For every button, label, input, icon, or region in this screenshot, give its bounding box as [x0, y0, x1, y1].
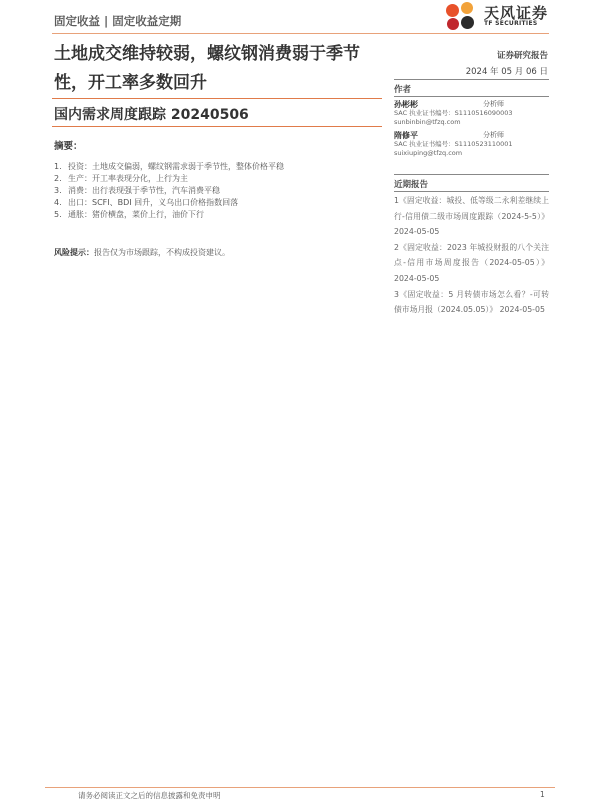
summary-item-text: 消费：出行表现强于季节性，汽车消费平稳: [68, 186, 220, 195]
header-divider: [52, 33, 549, 34]
recent-report-link[interactable]: 2《固定收益：2023 年城投财报的八个关注点-信用市场周度报告（2024-05-05）》 2024-05-05: [394, 242, 549, 283]
recent-divider: [394, 191, 549, 192]
subtitle-divider: [52, 126, 382, 127]
authors-divider: [394, 96, 549, 97]
summary-item: [54, 173, 374, 185]
summary-item: [54, 185, 374, 197]
report-subtitle: 国内需求周度跟踪 20240506: [54, 107, 249, 123]
logo-mark-icon: [444, 2, 478, 32]
analyst-role: 分析师: [483, 100, 504, 108]
summary-label: 摘要：: [54, 141, 83, 152]
recent-top-divider: [394, 174, 549, 175]
risk-text: 报告仅为市场跟踪，不构成投资建议。: [94, 248, 230, 257]
authors-top-divider: [394, 79, 549, 80]
summary-item-number: 5.: [54, 210, 62, 219]
summary-item-number: 2.: [54, 174, 62, 183]
analyst-card: [394, 131, 554, 158]
recent-reports-list: [394, 193, 549, 318]
analyst-name: 隋修平: [394, 131, 418, 140]
logo-name-cn: 天风证券: [484, 4, 549, 22]
logo-name-en: TF SECURITIES: [484, 20, 538, 27]
summary-item: [54, 197, 374, 209]
analyst-name: 孙彬彬: [394, 100, 418, 109]
authors-label: 作者: [394, 85, 412, 95]
report-date: 2024 年 05 月 06 日: [465, 67, 548, 77]
summary-item: [54, 209, 374, 221]
analyst-email[interactable]: suixiuping@tfzq.com: [394, 149, 463, 157]
analyst-email[interactable]: sunbinbin@tfzq.com: [394, 118, 461, 126]
recent-reports-label: 近期报告: [394, 180, 429, 190]
recent-report-link[interactable]: 3《固定收益：5 月转债市场怎么看？-可转债市场月报（2024.05.05）》 2024-05-05: [394, 289, 549, 315]
summary-item-number: 4.: [54, 198, 62, 207]
title-divider: [52, 98, 382, 99]
summary-item-text: 生产：开工率表现分化，上行为主: [68, 174, 188, 183]
summary-item-number: 1.: [54, 162, 62, 171]
analyst-cert: SAC 执业证书编号：S1110516090003: [394, 109, 513, 117]
summary-item-number: 3.: [54, 186, 62, 195]
summary-item-text: 通胀：猪价横盘，菜价上行，油价下行: [68, 210, 204, 219]
footer-divider: [45, 787, 555, 788]
analyst-card: [394, 100, 554, 127]
summary-item-text: 投资：土地成交偏弱，螺纹钢需求弱于季节性，整体价格平稳: [68, 162, 284, 171]
footer-disclaimer: 请务必阅读正文之后的信息披露和免责申明: [78, 791, 221, 800]
summary-list: [54, 161, 374, 221]
report-title: 土地成交维持较弱，螺纹钢消费弱于季节性，开工率多数回升: [54, 44, 360, 93]
risk-notice: [54, 247, 230, 258]
analyst-role: 分析师: [483, 131, 504, 139]
summary-item-text: 出口：SCFI、BDI 回升，义乌出口价格指数回落: [68, 198, 239, 207]
page-number: 1: [540, 790, 545, 799]
summary-item: [54, 161, 374, 173]
report-type: 证券研究报告: [496, 51, 548, 61]
company-logo: [444, 2, 554, 32]
recent-report-link[interactable]: 1《固定收益：城投、低等级二永利差继续上行-信用债二级市场周度跟踪（2024-5-5）》 2024-05-05: [394, 196, 549, 237]
analyst-cert: SAC 执业证书编号：S1110523110001: [394, 140, 513, 148]
risk-label: 风险提示：: [54, 248, 94, 257]
header-category: 固定收益 | 固定收益定期: [54, 14, 182, 28]
